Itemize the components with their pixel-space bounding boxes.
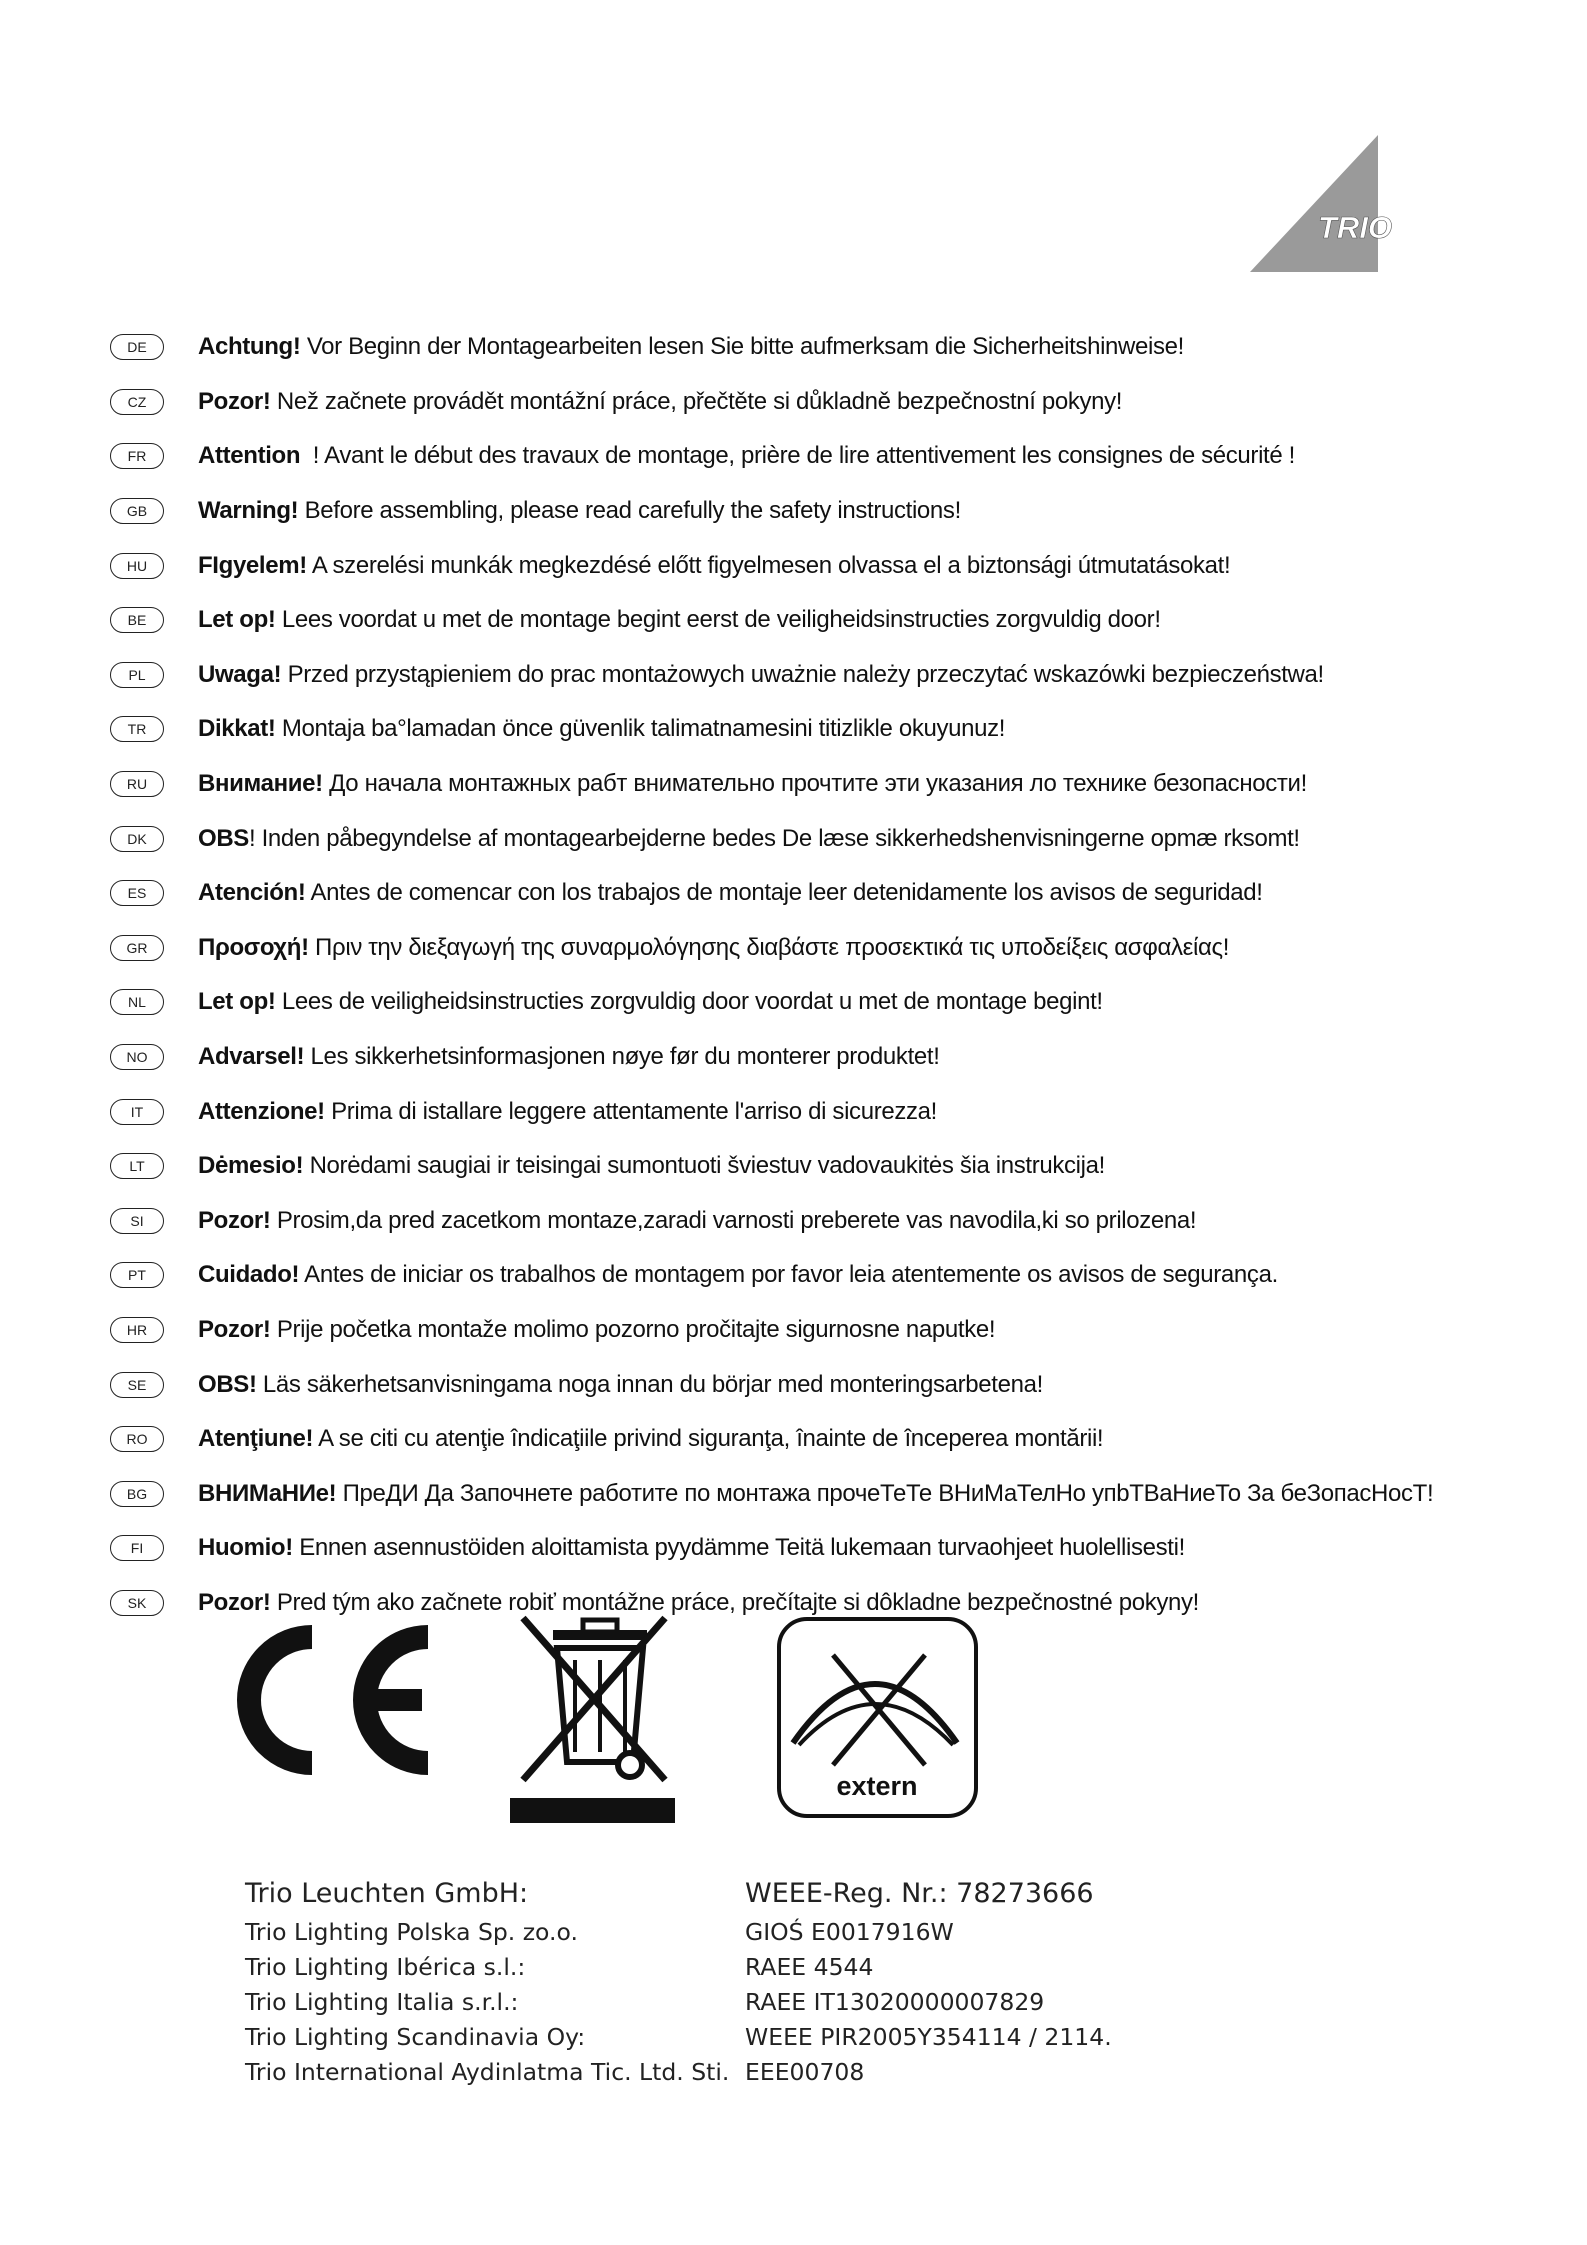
warning-body: Lees voordat u met de montage begint eerst de veiligheidsinstructies zorgvuldig door! xyxy=(275,606,1161,634)
language-code-badge: NL xyxy=(110,989,164,1015)
registration-row xyxy=(245,1914,1345,1949)
warning-lead: Dėmesio! xyxy=(198,1152,304,1180)
warning-row xyxy=(110,375,1510,430)
warning-row xyxy=(110,538,1510,593)
safety-warnings-list xyxy=(110,320,1510,1630)
warning-text xyxy=(198,661,1324,689)
warning-text xyxy=(198,1098,937,1126)
warning-lead: Pozor! xyxy=(198,1315,271,1343)
registration-number: RAEE 4544 xyxy=(745,1952,874,1981)
warning-text xyxy=(198,825,1300,853)
language-code-badge: SK xyxy=(110,1590,164,1616)
warning-text xyxy=(198,934,1229,962)
company-name: Trio Lighting Polska Sp. zo.o. xyxy=(245,1917,578,1946)
language-code-badge: ES xyxy=(110,880,164,906)
warning-body: Vor Beginn der Montagearbeiten lesen Sie bitte aufmerksam die Sicherheitshinweise! xyxy=(300,333,1184,361)
language-code-badge: HU xyxy=(110,553,164,579)
warning-row xyxy=(110,1521,1510,1576)
language-code-badge: PT xyxy=(110,1262,164,1288)
registration-number: GIOŚ E0017916W xyxy=(745,1917,954,1946)
warning-body: Prosim,da pred zacetkom montaze,zaradi varnosti preberete vas navodila,ki so prilozena! xyxy=(270,1206,1197,1234)
warning-body: ПреДИ Да Започнете работите по монтажа прочеТеТе ВНиМаТелНо упbТВаНиеТо За беЗопасНосТ! xyxy=(336,1479,1434,1507)
warning-body: Πριν την διεξαγωγή της συναρμολόγησης διαβάστε προσεκτικά τις υποδείξεις ασφαλείας! xyxy=(308,933,1230,961)
warning-text xyxy=(198,1152,1105,1180)
company-name: Trio Lighting Italia s.r.l.: xyxy=(245,1987,519,2016)
warning-row xyxy=(110,811,1510,866)
language-code-badge: IT xyxy=(110,1099,164,1125)
warning-lead: Let op! xyxy=(198,606,276,634)
logo-text: TRIO xyxy=(1318,210,1393,245)
warning-lead: Warning! xyxy=(198,497,299,525)
extern-lamp-symbol xyxy=(775,1615,980,1820)
language-code-badge: FR xyxy=(110,443,164,469)
warning-body: Než začnete provádět montážní práce, přečtěte si důkladně bezpečnostní pokyny! xyxy=(270,387,1123,415)
language-code-badge: GB xyxy=(110,498,164,524)
warning-body: A se citi cu atenţie îndicaţiile privind siguranţa, înainte de începerea montării! xyxy=(313,1425,1104,1453)
warning-body: Antes de iniciar os trabalhos de montagem por favor leia atentemente os avisos de segurança. xyxy=(299,1261,1278,1289)
warning-lead: Προσοχή! xyxy=(198,933,309,961)
warning-row xyxy=(110,1303,1510,1358)
warning-row xyxy=(110,1357,1510,1412)
language-code-badge: TR xyxy=(110,716,164,742)
ce-mark-icon xyxy=(230,1625,440,1775)
warning-lead: Dikkat! xyxy=(198,715,276,743)
registration-list xyxy=(245,1872,1345,2089)
warning-body: Prije početka montaže molimo pozorno pročitajte sigurnosne naputke! xyxy=(270,1315,996,1343)
language-code-badge: HR xyxy=(110,1317,164,1343)
warning-lead: Atenţiune! xyxy=(198,1425,314,1453)
warning-text xyxy=(198,606,1161,634)
warning-lead: Huomio! xyxy=(198,1534,293,1562)
warning-text xyxy=(198,715,1005,743)
warning-row xyxy=(110,1194,1510,1249)
warning-lead: Atención! xyxy=(198,879,306,907)
registration-row xyxy=(245,1872,1345,1914)
registration-number: WEEE-Reg. Nr.: 78273666 xyxy=(745,1877,1094,1909)
warning-lead: Attenzione! xyxy=(198,1097,325,1125)
warning-lead: ВНИМаНИе! xyxy=(198,1479,337,1507)
company-name: Trio International Aydinlatma Tic. Ltd. Sti. xyxy=(245,2057,730,2086)
warning-lead: Achtung! xyxy=(198,333,301,361)
warning-text xyxy=(198,1534,1185,1562)
warning-lead: Attention xyxy=(198,442,301,470)
warning-lead: Uwaga! xyxy=(198,660,282,688)
warning-text xyxy=(198,1371,1043,1399)
warning-body: Prima di istallare leggere attentamente l'arriso di sicurezza! xyxy=(324,1097,937,1125)
warning-text xyxy=(198,1043,940,1071)
extern-label: extern xyxy=(836,1771,918,1801)
language-code-badge: BG xyxy=(110,1481,164,1507)
language-code-badge: RU xyxy=(110,771,164,797)
warning-row xyxy=(110,975,1510,1030)
warning-text xyxy=(198,1480,1433,1508)
warning-row xyxy=(110,921,1510,976)
language-code-badge: FI xyxy=(110,1535,164,1561)
warning-row xyxy=(110,593,1510,648)
warning-body: До начала монтажных рабт внимательно прочтите эти указания ло технике безопасности! xyxy=(322,770,1307,798)
language-code-badge: DE xyxy=(110,334,164,360)
warning-lead: Pozor! xyxy=(198,1588,271,1616)
language-code-badge: SE xyxy=(110,1372,164,1398)
warning-body: Montaja ba°lamadan önce güvenlik talimatnamesini titizlikle okuyunuz! xyxy=(275,715,1006,743)
warning-body: Les sikkerhetsinformasjonen nøye før du monterer produktet! xyxy=(304,1043,940,1071)
language-code-badge: PL xyxy=(110,662,164,688)
warning-row xyxy=(110,648,1510,703)
warning-body: Pred tým ako začnete robiť montážne práce, prečítajte si dôkladne bezpečnostné pokyny! xyxy=(270,1588,1199,1616)
language-code-badge: NO xyxy=(110,1044,164,1070)
warning-body: Before assembling, please read carefully the safety instructions! xyxy=(298,497,961,525)
warning-row xyxy=(110,320,1510,375)
warning-text xyxy=(198,770,1307,798)
warning-row xyxy=(110,1030,1510,1085)
language-code-badge: LT xyxy=(110,1153,164,1179)
warning-lead: Cuidado! xyxy=(198,1261,300,1289)
warning-row xyxy=(110,1139,1510,1194)
warning-row xyxy=(110,866,1510,921)
language-code-badge: BE xyxy=(110,607,164,633)
warning-text xyxy=(198,552,1230,580)
warning-row xyxy=(110,1248,1510,1303)
registration-row xyxy=(245,1984,1345,2019)
warning-body: ! Avant le début des travaux de montage, prière de lire attentivement les consignes de sécurité ! xyxy=(300,442,1295,470)
warning-body: ! Inden påbegyndelse af montagearbejderne bedes De læse sikkerhedshenvisningerne opmæ rksomt! xyxy=(248,824,1300,852)
warning-row xyxy=(110,757,1510,812)
warning-lead: Advarsel! xyxy=(198,1043,305,1071)
warning-body: Lees de veiligheidsinstructies zorgvuldig door voordat u met de montage begint! xyxy=(275,988,1103,1016)
trio-logo xyxy=(1250,135,1420,275)
language-code-badge: GR xyxy=(110,935,164,961)
logo-triangle xyxy=(1250,135,1378,272)
warning-body: Norėdami saugiai ir teisingai sumontuoti šviestuv vadovaukitės šia instrukcija! xyxy=(303,1152,1105,1180)
registration-row xyxy=(245,1949,1345,1984)
warning-body: Ennen asennustöiden aloittamista pyydämme Teitä lukemaan turvaohjeet huolellisesti! xyxy=(292,1534,1185,1562)
warning-body: Przed przystąpieniem do prac montażowych uważnie należy przeczytać wskazówki bezpieczeństwa! xyxy=(281,660,1324,688)
language-code-badge: CZ xyxy=(110,389,164,415)
language-code-badge: DK xyxy=(110,826,164,852)
warning-body: A szerelési munkák megkezdésé előtt figyelmesen olvassa el a biztonsági útmutatásokat! xyxy=(306,551,1231,579)
company-name: Trio Leuchten GmbH: xyxy=(245,1877,529,1909)
language-code-badge: SI xyxy=(110,1208,164,1234)
warning-row xyxy=(110,1412,1510,1467)
warning-text xyxy=(198,1261,1278,1289)
warning-lead: Pozor! xyxy=(198,387,271,415)
certification-symbols xyxy=(230,1600,1010,1840)
warning-text xyxy=(198,879,1263,907)
warning-text xyxy=(198,1425,1103,1453)
company-name: Trio Lighting Ibérica s.l.: xyxy=(245,1952,526,1981)
warning-text xyxy=(198,988,1103,1016)
registration-number: WEEE PIR2005Y354114 / 2114. xyxy=(745,2022,1112,2051)
warning-body: Antes de comencar con los trabajos de montaje leer detenidamente los avisos de seguridad! xyxy=(305,879,1263,907)
warning-text xyxy=(198,388,1122,416)
warning-row xyxy=(110,1084,1510,1139)
company-name: Trio Lighting Scandinavia Oy: xyxy=(245,2022,586,2051)
warning-text xyxy=(198,1207,1196,1235)
warning-text xyxy=(198,442,1295,470)
warning-lead: OBS! xyxy=(198,1370,257,1398)
language-code-badge: RO xyxy=(110,1426,164,1452)
warning-lead: OBS xyxy=(198,824,249,852)
crossed-out-wheeled-bin-icon xyxy=(505,1600,680,1825)
warning-body: Läs säkerhetsanvisningama noga innan du börjar med monteringsarbetena! xyxy=(256,1370,1043,1398)
warning-text xyxy=(198,497,961,525)
registration-row xyxy=(245,2019,1345,2054)
warning-row xyxy=(110,484,1510,539)
warning-lead: Pozor! xyxy=(198,1206,271,1234)
warning-lead: Let op! xyxy=(198,988,276,1016)
registration-row xyxy=(245,2054,1345,2089)
warning-text xyxy=(198,1316,995,1344)
registration-number: RAEE IT13020000007829 xyxy=(745,1987,1045,2016)
registration-number: EEE00708 xyxy=(745,2057,865,2086)
warning-lead: FIgyelem! xyxy=(198,551,307,579)
warning-text xyxy=(198,333,1184,361)
warning-lead: Внимание! xyxy=(198,770,323,798)
warning-row xyxy=(110,1466,1510,1521)
warning-row xyxy=(110,702,1510,757)
warning-row xyxy=(110,429,1510,484)
